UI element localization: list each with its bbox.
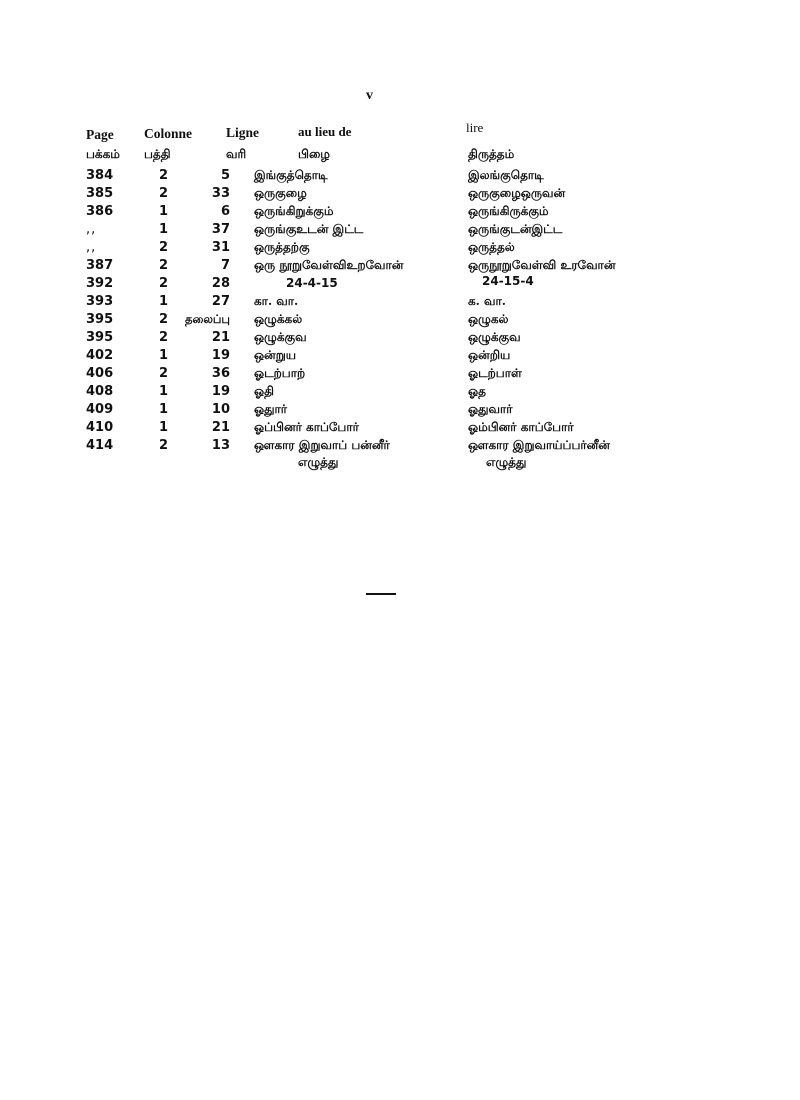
row-column: 2 <box>158 276 168 291</box>
row-right: ஒன்றிய <box>468 348 511 362</box>
row-wrong: ஓதுார் <box>254 402 288 416</box>
row-wrong: ஒருங்கிறுக்கும் <box>254 204 334 218</box>
table-row <box>86 365 686 383</box>
table-row <box>86 401 686 419</box>
row-wrong: ஒருங்குஉடன் இட்ட <box>254 222 364 236</box>
header-wrong-tamil: பிழை <box>298 147 330 161</box>
row-page: 387 <box>86 258 114 273</box>
table-row <box>86 167 686 185</box>
row-line-heading: தலைப்பு <box>184 312 230 326</box>
table-row <box>86 437 686 473</box>
row-column: 2 <box>158 366 168 381</box>
row-page: 386 <box>86 204 114 219</box>
header-right-tamil: திருத்தம் <box>468 147 515 161</box>
row-line: 21 <box>211 420 230 435</box>
page-number: v <box>366 88 373 103</box>
table-row <box>86 293 686 311</box>
row-page: 414 <box>86 438 114 453</box>
row-right: ஓம்பினர் காப்போர் <box>468 420 574 434</box>
row-wrong: 24-4-15 <box>286 276 338 290</box>
row-right-text: ஔகார இறுவாய்ப்பர்னீன் <box>468 438 610 452</box>
row-wrong: ஓப்பினர் காப்போர் <box>254 420 359 434</box>
row-wrong: ஒரு நூறுவேள்விஉறவோன் <box>254 258 404 272</box>
row-wrong-text: ஔகார இறுவாப் பன்னீர் <box>254 438 390 452</box>
header-column: Colonne <box>144 126 193 141</box>
row-page: 395 <box>86 330 114 345</box>
row-line: 21 <box>211 330 230 345</box>
row-line: 33 <box>211 186 230 201</box>
row-line: 36 <box>211 366 230 381</box>
table-row <box>86 203 686 221</box>
row-page-ditto: ,, <box>86 222 97 237</box>
row-right: ஒழுகல் <box>468 312 509 326</box>
row-line: 19 <box>211 384 230 399</box>
table-row <box>86 419 686 437</box>
header-column-tamil: பத்தி <box>144 147 171 161</box>
row-page: 393 <box>86 294 114 309</box>
row-wrong: ஒழுக்குவ <box>254 330 307 344</box>
row-right <box>468 437 698 469</box>
header-row-tamil <box>86 141 686 167</box>
table-row <box>86 185 686 203</box>
row-line: 37 <box>211 222 230 237</box>
row-right: ஒருகுழைஒருவன் <box>468 186 566 200</box>
row-right: ஒருங்கிருக்கும் <box>468 204 549 218</box>
row-line: 10 <box>211 402 230 417</box>
row-right: ஒருநூறுவேள்வி உரவோன் <box>468 258 616 272</box>
table-row <box>86 239 686 257</box>
header-wrong: au lieu de <box>298 124 352 139</box>
row-line: 31 <box>211 240 230 255</box>
table-row <box>86 329 686 347</box>
header-page-tamil: பக்கம் <box>86 147 120 161</box>
row-column: 2 <box>158 312 168 327</box>
row-column: 1 <box>158 348 168 363</box>
end-rule-divider <box>366 593 396 595</box>
row-wrong: ஓதி <box>254 384 274 398</box>
row-right: ஓத <box>468 384 486 398</box>
row-right: ஒருத்தல் <box>468 240 515 254</box>
row-line: 28 <box>211 276 230 291</box>
row-right: ஓடற்பாள் <box>468 366 522 380</box>
row-column: 2 <box>158 438 168 453</box>
row-column: 1 <box>158 402 168 417</box>
row-right: ஒருங்குடன்இட்ட <box>468 222 563 236</box>
row-wrong: ஒருத்தற்கு <box>254 240 310 254</box>
row-line: 19 <box>211 348 230 363</box>
row-column: 2 <box>158 258 168 273</box>
row-column: 1 <box>158 384 168 399</box>
row-page: 406 <box>86 366 114 381</box>
row-page: 395 <box>86 312 114 327</box>
row-line: 13 <box>211 438 230 453</box>
row-wrong: ஒருகுழை <box>254 186 307 200</box>
table-row <box>86 275 686 293</box>
row-page: 408 <box>86 384 114 399</box>
row-wrong: ஒன்றுய <box>254 348 297 362</box>
row-column: 1 <box>158 420 168 435</box>
row-wrong: இங்குத்தொடி <box>254 168 328 182</box>
row-page-ditto: ,, <box>86 240 97 255</box>
row-page: 410 <box>86 420 114 435</box>
row-column: 2 <box>158 240 168 255</box>
header-row-french <box>86 120 686 142</box>
row-page: 402 <box>86 348 114 363</box>
table-row <box>86 221 686 239</box>
row-wrong: ஒழுக்கல் <box>254 312 303 326</box>
row-right: க. வா. <box>468 294 506 308</box>
row-page: 392 <box>86 276 114 291</box>
row-wrong-continuation: எழுத்து <box>298 455 339 469</box>
row-right: ஓதுவார் <box>468 402 513 416</box>
row-column: 1 <box>158 294 168 309</box>
row-page: 384 <box>86 168 114 183</box>
header-page: Page <box>86 127 114 142</box>
table-row <box>86 311 686 329</box>
row-wrong: கா. வா. <box>254 294 299 308</box>
row-wrong: ஓடற்பாற் <box>254 366 306 380</box>
row-page: 409 <box>86 402 114 417</box>
table-row <box>86 383 686 401</box>
row-line: 6 <box>220 204 230 219</box>
row-column: 2 <box>158 168 168 183</box>
row-column: 1 <box>158 222 168 237</box>
row-column: 2 <box>158 186 168 201</box>
header-right: lire <box>466 120 484 135</box>
row-line: 5 <box>220 168 230 183</box>
errata-table <box>86 120 686 473</box>
row-column: 2 <box>158 330 168 345</box>
row-column: 1 <box>158 204 168 219</box>
row-line: 27 <box>211 294 230 309</box>
row-right-continuation: எழுத்து <box>486 455 527 469</box>
row-line: 7 <box>220 258 230 273</box>
table-row <box>86 347 686 365</box>
row-right: ஒழுக்குவ <box>468 330 521 344</box>
row-page: 385 <box>86 186 114 201</box>
row-right: 24-15-4 <box>482 274 534 288</box>
header-line-tamil: வரி <box>226 147 247 161</box>
row-wrong <box>254 437 464 469</box>
row-right: இலங்குதொடி <box>468 168 544 182</box>
header-line: Ligne <box>226 125 260 140</box>
